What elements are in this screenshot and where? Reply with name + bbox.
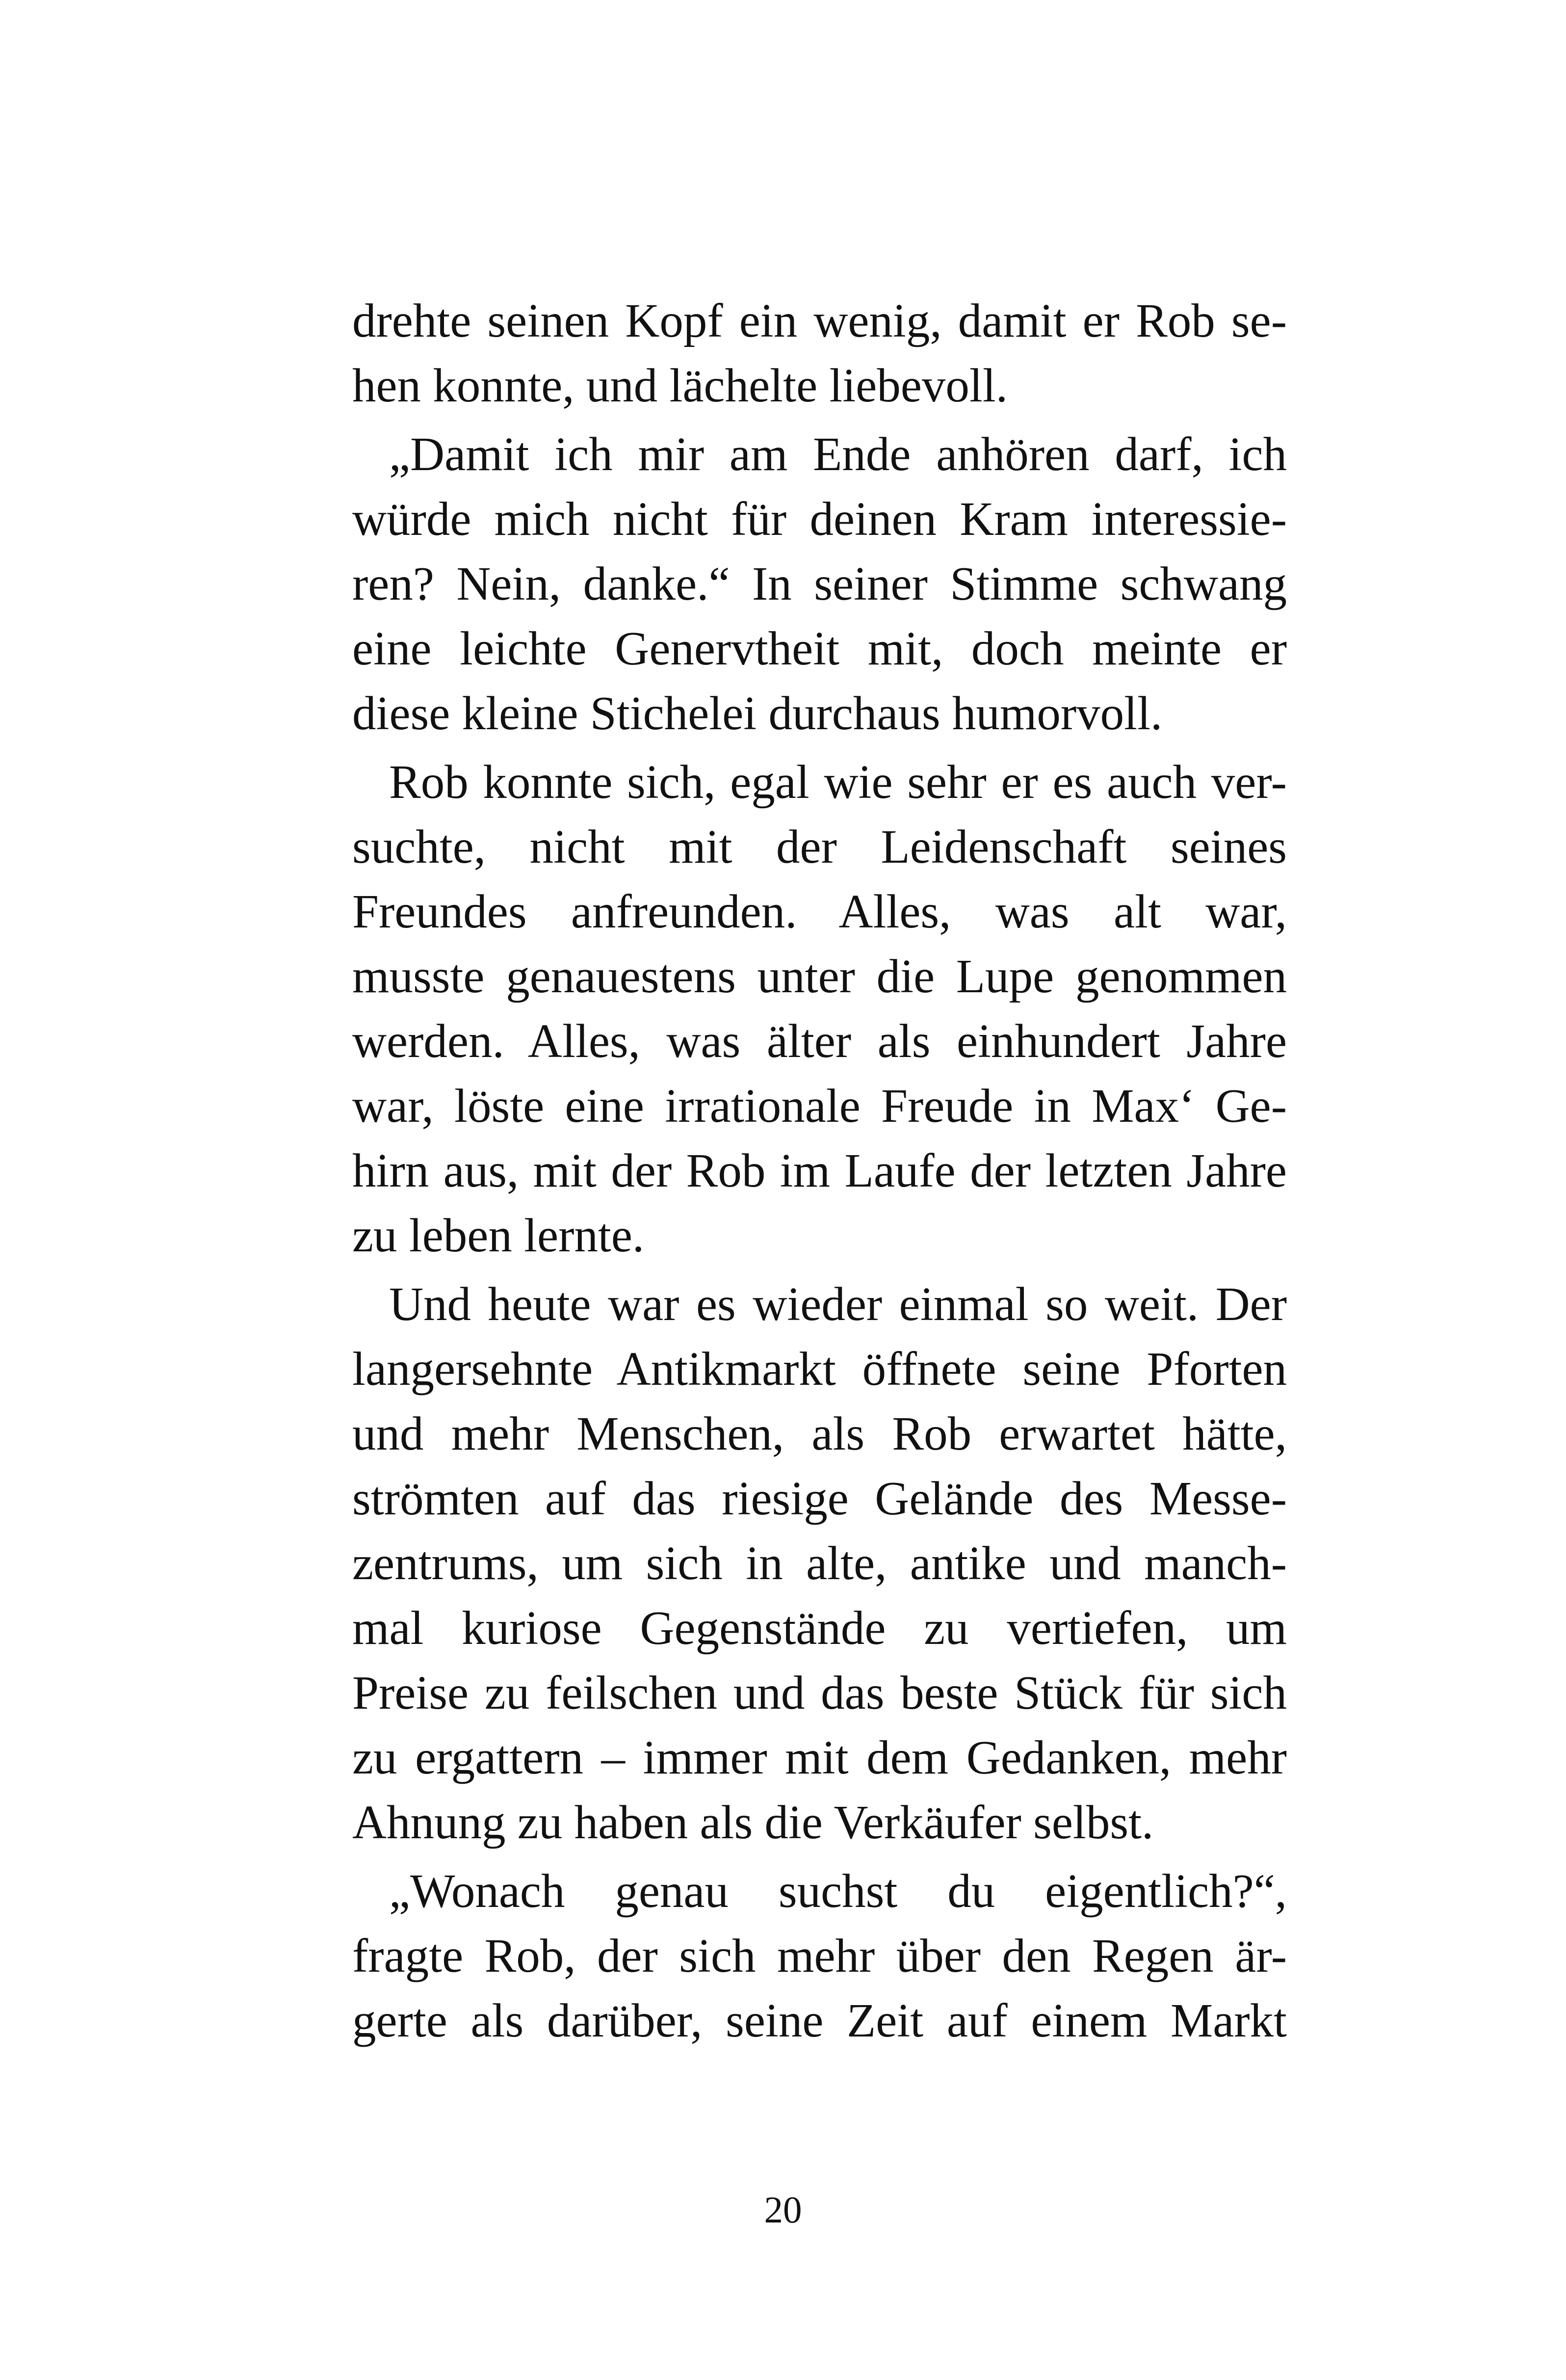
text-line: hen konnte, und lächelte liebevoll.	[352, 359, 1008, 412]
text-line: diese kleine Stichelei durchaus humorvoll.	[352, 687, 1163, 740]
text-line: war, löste eine irrationale Freude in Max‘ Ge-	[352, 1080, 1287, 1132]
text-line: und mehr Menschen, als Rob erwartet hätte,	[352, 1407, 1287, 1460]
text-line: zu leben lernte.	[352, 1209, 645, 1262]
text-line: „Wonach genau suchst du eigentlich?“,	[389, 1865, 1287, 1917]
paragraph	[352, 289, 1287, 418]
paragraph	[352, 1272, 1287, 1855]
text-line: musste genauestens unter die Lupe genommen	[352, 950, 1287, 1003]
text-line: eine leichte Genervtheit mit, doch meinte er	[352, 622, 1287, 675]
text-line: gerte als darüber, seine Zeit auf einem Markt	[352, 1994, 1287, 2047]
page-number: 20	[764, 2189, 802, 2231]
text-line: zu ergattern – immer mit dem Gedanken, mehr	[352, 1731, 1287, 1784]
text-line: zentrums, um sich in alte, antike und manch-	[352, 1537, 1287, 1589]
paragraph	[352, 750, 1287, 1268]
text-line: mal kuriose Gegenstände zu vertiefen, um	[352, 1602, 1287, 1654]
text-line: Rob konnte sich, egal wie sehr er es auch ver-	[389, 756, 1287, 808]
paragraph	[352, 422, 1287, 746]
text-line: Preise zu feilschen und das beste Stück für sich	[352, 1666, 1287, 1719]
text-line: fragte Rob, der sich mehr über den Regen är-	[352, 1930, 1287, 1982]
text-line: suchte, nicht mit der Leidenschaft seines	[352, 820, 1287, 873]
text-line: würde mich nicht für deinen Kram interessie-	[352, 493, 1287, 545]
text-line: Freundes anfreunden. Alles, was alt war,	[352, 885, 1287, 938]
text-line: „Damit ich mir am Ende anhören darf, ich	[389, 428, 1287, 480]
text-line: ren? Nein, danke.“ In seiner Stimme schwang	[352, 557, 1287, 610]
body-text	[352, 289, 1287, 2053]
text-line: hirn aus, mit der Rob im Laufe der letzten Jahre	[352, 1144, 1287, 1197]
text-line: strömten auf das riesige Gelände des Messe-	[352, 1472, 1287, 1525]
paragraph	[352, 1859, 1287, 2053]
text-line: Und heute war es wieder einmal so weit. Der	[389, 1278, 1287, 1330]
text-line: langersehnte Antikmarkt öffnete seine Pforten	[352, 1343, 1287, 1395]
text-line: werden. Alles, was älter als einhundert Jahre	[352, 1015, 1287, 1067]
text-line: Ahnung zu haben als die Verkäufer selbst.	[352, 1796, 1154, 1849]
text-line: drehte seinen Kopf ein wenig, damit er Rob se-	[352, 294, 1287, 347]
